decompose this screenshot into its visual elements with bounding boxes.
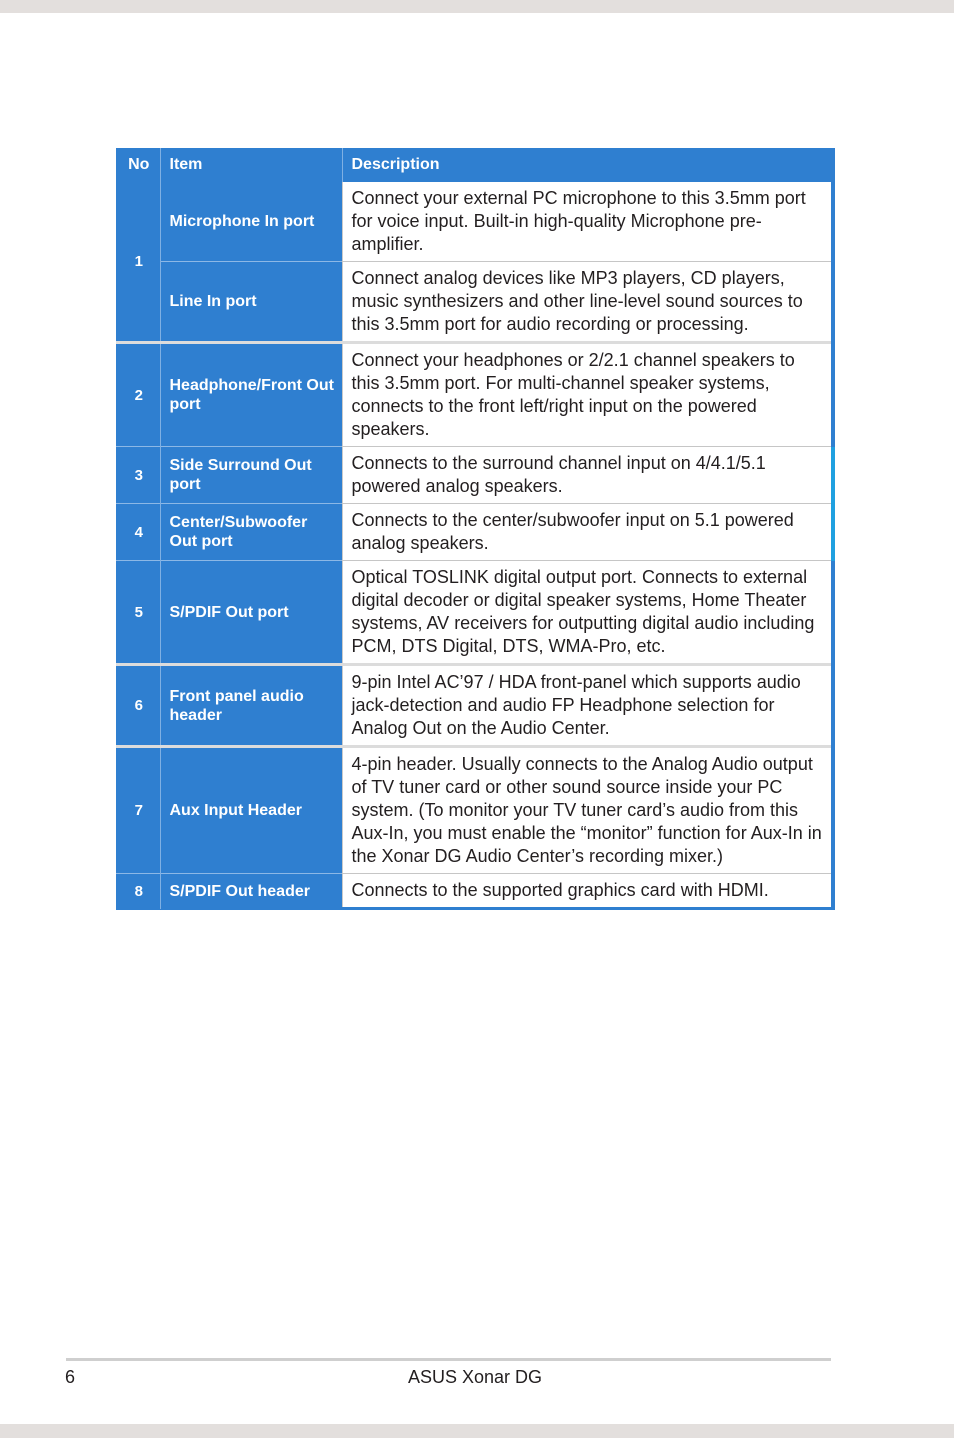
row-description: Optical TOSLINK digital output port. Connects to external digital decoder or digital speaker systems, Home Theater systems, AV receivers for outputting digital audio including PCM, DTS Digital, DTS, WMA-Pro, etc. bbox=[342, 561, 833, 665]
row-description: Connect your external PC microphone to this 3.5mm port for voice input. Built-in high-quality Microphone pre-amplifier. bbox=[342, 182, 833, 262]
row-item: Front panel audio header bbox=[160, 665, 342, 747]
row-item: S/PDIF Out port bbox=[160, 561, 342, 665]
row-description: 9-pin Intel AC’97 / HDA front-panel which supports audio jack-detection and audio FP Headphone selection for Analog Out on the Audio Center. bbox=[342, 665, 833, 747]
top-band bbox=[0, 0, 954, 13]
row-description: Connects to the center/subwoofer input on 5.1 powered analog speakers. bbox=[342, 504, 833, 561]
row-description: Connects to the surround channel input on 4/4.1/5.1 powered analog speakers. bbox=[342, 447, 833, 504]
row-description: Connect analog devices like MP3 players, CD players, music synthesizers and other line-level sound sources to this 3.5mm port for audio recording or processing. bbox=[342, 262, 833, 343]
row-number: 8 bbox=[116, 874, 160, 909]
footer-divider bbox=[66, 1358, 831, 1361]
table-header-row bbox=[116, 148, 833, 182]
row-number: 6 bbox=[116, 665, 160, 747]
row-item: Microphone In port bbox=[160, 182, 342, 262]
table-row bbox=[116, 182, 833, 262]
table-row bbox=[116, 561, 833, 665]
header-description: Description bbox=[342, 148, 833, 182]
row-number: 2 bbox=[116, 343, 160, 447]
row-number: 1 bbox=[116, 182, 160, 343]
row-item: S/PDIF Out header bbox=[160, 874, 342, 909]
row-description: Connect your headphones or 2/2.1 channel speakers to this 3.5mm port. For multi-channel speaker systems, connects to the front left/right input on the powered speakers. bbox=[342, 343, 833, 447]
row-item: Headphone/Front Out port bbox=[160, 343, 342, 447]
table-row bbox=[116, 262, 833, 343]
table-row bbox=[116, 665, 833, 747]
connector-spec-table bbox=[116, 148, 835, 910]
row-item: Line In port bbox=[160, 262, 342, 343]
table-row bbox=[116, 504, 833, 561]
row-number: 7 bbox=[116, 747, 160, 874]
table-row bbox=[116, 447, 833, 504]
header-no: No bbox=[116, 148, 160, 182]
table-row bbox=[116, 747, 833, 874]
row-item: Aux Input Header bbox=[160, 747, 342, 874]
row-number: 5 bbox=[116, 561, 160, 665]
document-title: ASUS Xonar DG bbox=[408, 1367, 543, 1387]
row-item: Center/Subwoofer Out port bbox=[160, 504, 342, 561]
header-item: Item bbox=[160, 148, 342, 182]
bottom-band bbox=[0, 1424, 954, 1438]
table-row bbox=[116, 343, 833, 447]
row-item: Side Surround Out port bbox=[160, 447, 342, 504]
row-number: 4 bbox=[116, 504, 160, 561]
page-number: 6 bbox=[65, 1367, 76, 1387]
row-description: 4-pin header. Usually connects to the Analog Audio output of TV tuner card or other sound source inside your PC system. (To monitor your TV tuner card’s audio from this Aux-In, you must enable the “monitor” function for Aux-In in the Xonar DG Audio Center’s recording mixer.) bbox=[342, 747, 833, 874]
row-description: Connects to the supported graphics card with HDMI. bbox=[342, 874, 833, 909]
row-number: 3 bbox=[116, 447, 160, 504]
table-row bbox=[116, 874, 833, 909]
